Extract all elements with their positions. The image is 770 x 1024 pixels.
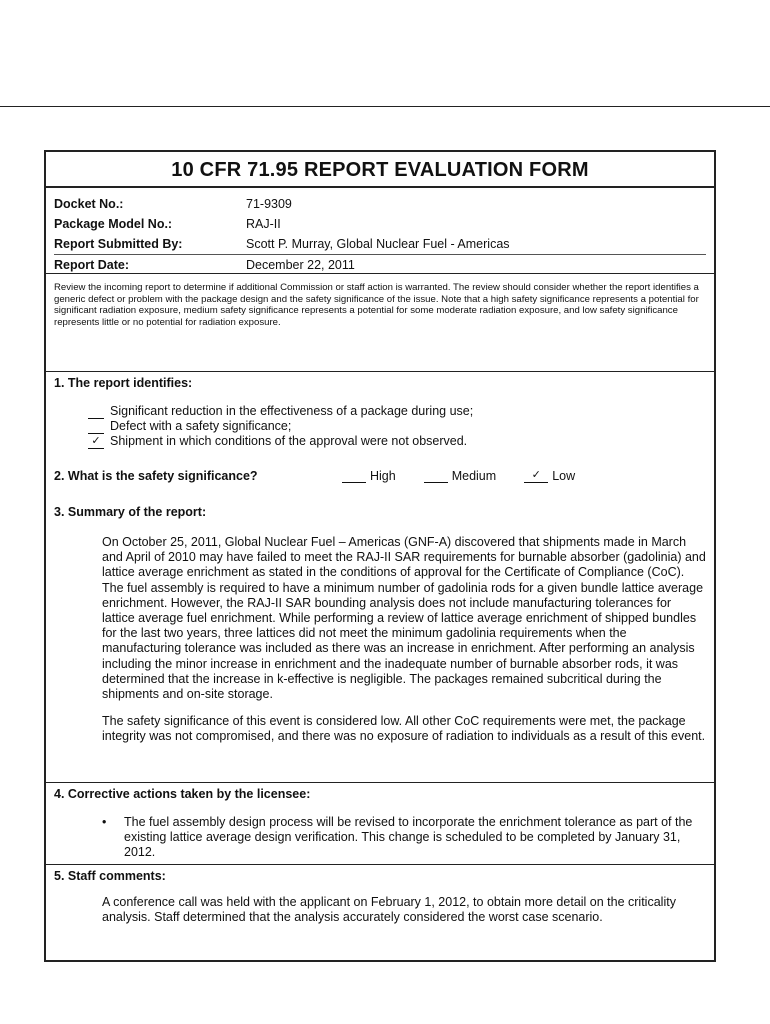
checkbox-blank — [342, 469, 366, 483]
option-text: Defect with a safety significance; — [110, 419, 292, 433]
review-instructions: Review the incoming report to determine if additional Commission or staff action is warranted. The review should consider whether the report identifies a generic defect or problem with the package design and the safety significance of the issue. Note that a high safety significance represents a potential for significant radiation exposure, medium safety significance represents a potential for some moderate radiation exposure, and low safety significance represents little or no potential for radiation exposure. — [46, 274, 714, 372]
bullet-icon: • — [102, 815, 107, 829]
significance-medium — [424, 469, 496, 483]
option-defect — [88, 419, 706, 434]
submitted-by-value: Scott P. Murray, Global Nuclear Fuel - Americas — [246, 237, 510, 251]
package-model-row — [54, 214, 706, 234]
section-1-3 — [46, 372, 714, 745]
checkmark-icon: ✓ — [524, 469, 548, 483]
package-model-value: RAJ-II — [246, 217, 281, 231]
section-2-heading: 2. What is the safety significance? — [54, 469, 258, 483]
report-evaluation-form — [44, 150, 716, 784]
section-5-heading: 5. Staff comments: — [54, 869, 166, 883]
package-model-label: Package Model No.: — [54, 217, 173, 231]
submitted-by-label: Report Submitted By: — [54, 237, 183, 251]
option-shipment — [88, 434, 706, 449]
option-text: Medium — [451, 469, 497, 483]
section-5 — [46, 864, 714, 925]
option-text: Shipment in which conditions of the approval were not observed. — [110, 434, 468, 448]
form-title: 10 CFR 71.95 REPORT EVALUATION FORM — [46, 152, 714, 188]
significance-high — [342, 469, 396, 483]
option-significant-reduction — [88, 404, 706, 419]
staff-comments-text: A conference call was held with the applicant on February 1, 2012, to obtain more detail on the criticality analysis. Staff determined that the analysis accurately considered the worst case scenario. — [102, 895, 676, 924]
page-top-rule — [0, 106, 770, 107]
report-date-value: December 22, 2011 — [246, 258, 355, 272]
submitted-by-row — [54, 234, 706, 254]
form-lower-sections — [44, 782, 716, 962]
checkbox-blank — [424, 469, 448, 483]
section-4-heading: 4. Corrective actions taken by the licensee: — [54, 787, 311, 801]
section-3-heading: 3. Summary of the report: — [54, 505, 207, 519]
section-1-heading: 1. The report identifies: — [54, 376, 193, 390]
docket-label: Docket No.: — [54, 197, 124, 211]
corrective-action-item — [102, 815, 706, 860]
report-date-row — [54, 254, 706, 275]
option-text: Significant reduction in the effectiveness of a package during use; — [110, 404, 474, 418]
report-date-label: Report Date: — [54, 258, 130, 272]
section-2 — [54, 469, 706, 483]
section-4 — [46, 782, 714, 864]
report-identifies-options — [88, 404, 706, 449]
report-metadata — [46, 188, 714, 274]
option-text: Low — [552, 469, 576, 483]
summary-paragraph-2: The safety significance of this event is considered low. All other CoC requirements were met, the package integrity was not compromised, and there was no exposure of radiation to individuals as a result of this event. — [102, 714, 706, 744]
docket-value: 71-9309 — [246, 197, 292, 211]
checkmark-icon: ✓ — [88, 435, 104, 449]
checkbox-blank — [88, 420, 104, 434]
option-text: High — [370, 469, 396, 483]
corrective-action-text: The fuel assembly design process will be revised to incorporate the enrichment tolerance as part of the existing lattice average design verification. This change is scheduled to be completed by January 31, 2012. — [124, 815, 693, 859]
docket-row — [54, 194, 706, 214]
significance-low — [524, 469, 575, 483]
summary-paragraph-1: On October 25, 2011, Global Nuclear Fuel – Americas (GNF-A) discovered that shipments made in March and April of 2010 may have failed to meet the RAJ-II SAR requirements for burnable absorber (gadolinia) and lattice average enrichment as stated in the conditions of approval for the Certificate of Compliance (CoC). The fuel assembly is required to have a minimum number of gadolinia rods for a given bundle lattice average enrichment. However, the RAJ-II SAR bounding analysis does not include manufacturing tolerances for lattice average fuel enrichment. While performing a review of lattice average enrichment of shipped bundles for the last two years, three lattices did not meet the minimum gadolinia requirements when the manufacturing tolerance was included as there was an increase in enrichment. After performing an analysis including the minor increase in enrichment and the inadequate number of burnable absorber rods, it was determined that the increase in k-effective is negligible. The packages remained subcritical during the shipments and on-site storage. — [102, 535, 706, 702]
checkbox-blank — [88, 405, 104, 419]
